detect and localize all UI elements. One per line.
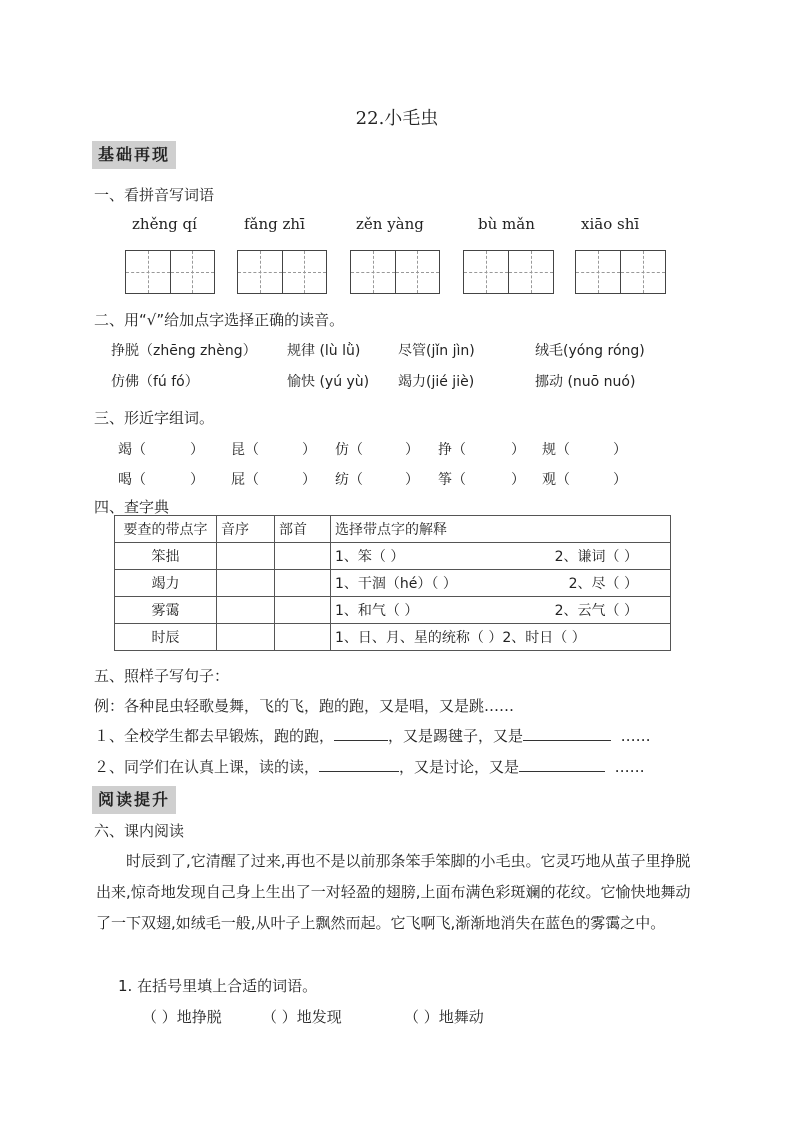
q3-r1-3-close: ） [405, 442, 419, 458]
section-banner-reading: 阅读提升 [92, 786, 176, 814]
q3-r2-3[interactable]: 纺（ [335, 472, 363, 488]
table-header-row [115, 516, 671, 543]
q3-r2-1-close: ） [190, 472, 204, 488]
table-cell-word: 雾霭 [115, 597, 217, 624]
q2-heading: 二、用“√”给加点字选择正确的读音。 [94, 311, 345, 329]
q5-example: 例：各种昆虫轻歌曼舞，飞的飞，跑的跑，又是唱，又是跳…… [94, 697, 515, 715]
table-cell-options[interactable] [331, 570, 671, 597]
table-cell-word: 竭力 [115, 570, 217, 597]
q6-heading: 六、课内阅读 [94, 822, 185, 840]
option-a[interactable]: 1、和气（ ） [335, 603, 419, 619]
q1-heading: 一、看拼音写词语 [94, 186, 215, 204]
table-cell-input[interactable] [275, 624, 331, 651]
q3-r1-1-close: ） [190, 442, 204, 458]
q2-item-4[interactable]: 绒毛(yóng róng) [535, 343, 645, 359]
fill-item-2[interactable]: （ ）地发现 [262, 1008, 342, 1026]
fill-item-1[interactable]: （ ）地挣脱 [142, 1008, 222, 1026]
q3-r2-5[interactable]: 观（ [542, 472, 570, 488]
pinyin-5: xiāo shī [581, 215, 640, 233]
blank-input[interactable] [319, 757, 399, 772]
option-a[interactable]: 1、笨（ ） [335, 549, 405, 565]
option-b[interactable]: 2、尽（ ） [568, 576, 638, 592]
q3-r1-5[interactable]: 规（ [542, 442, 570, 458]
q5-sentence-1 [94, 725, 651, 746]
writing-grid-5[interactable] [575, 250, 666, 294]
table-row [115, 570, 671, 597]
q3-heading: 三、形近字组词。 [94, 409, 215, 427]
table-header: 选择带点字的解释 [331, 516, 671, 543]
q3-r2-4-close: ） [511, 472, 525, 488]
q3-r2-3-close: ） [405, 472, 419, 488]
option-a[interactable]: 1、干涸（hé）（ ） [335, 576, 457, 592]
sentence-1-part-a: １、全校学生都去早锻炼，跑的跑， [94, 727, 335, 745]
table-cell-input[interactable] [217, 543, 275, 570]
blank-input[interactable] [519, 757, 605, 772]
table-row [115, 543, 671, 570]
option-b[interactable]: 2、云气（ ） [554, 603, 638, 619]
q5-sentence-2 [94, 756, 645, 777]
q3-r1-4[interactable]: 挣（ [438, 442, 466, 458]
q2-item-3[interactable]: 尽管(jǐn jìn) [398, 343, 475, 359]
writing-grid-2[interactable] [237, 250, 327, 294]
q3-r2-2[interactable]: 屁（ [231, 472, 259, 488]
q2-item-8[interactable]: 挪动 (nuō nuó) [535, 374, 636, 390]
table-cell-input[interactable] [275, 570, 331, 597]
pinyin-1: zhěng qí [132, 215, 197, 233]
q3-r1-1[interactable]: 竭（ [118, 442, 146, 458]
page-title: 22.小毛虫 [355, 108, 439, 129]
q2-item-2[interactable]: 规律 (lù lǜ) [287, 343, 361, 359]
table-cell-word: 时辰 [115, 624, 217, 651]
table-cell-options[interactable]: 1、日、月、星的统称（ ）2、时日（ ） [331, 624, 671, 651]
sentence-2-part-b: ，又是讨论，又是 [399, 758, 520, 776]
q3-r1-5-close: ） [613, 442, 627, 458]
writing-grid-1[interactable] [125, 250, 215, 294]
table-row [115, 624, 671, 651]
section-banner-basics: 基础再现 [92, 141, 176, 169]
blank-input[interactable] [334, 726, 388, 741]
q3-r2-5-close: ） [613, 472, 627, 488]
reading-passage: 时辰到了,它清醒了过来,再也不是以前那条笨手笨脚的小毛虫。它灵巧地从茧子里挣脱出来,惊奇地发现自己身上生出了一对轻盈的翅膀,上面布满色彩斑斓的花纹。它愉快地舞动了一下双翅,如绒毛一般,从叶子上飘然而起。它飞啊飞,渐渐地消失在蓝色的雾霭之中。 [96, 852, 691, 932]
pinyin-3: zěn yàng [356, 215, 424, 233]
q2-item-7[interactable]: 竭力(jié jiè) [398, 374, 475, 390]
table-cell-input[interactable] [275, 597, 331, 624]
q3-r2-4[interactable]: 筝（ [438, 472, 466, 488]
table-row [115, 597, 671, 624]
q6-subquestion-1: 1. 在括号里填上合适的词语。 [118, 977, 318, 995]
q2-item-6[interactable]: 愉快 (yú yù) [287, 374, 370, 390]
q4-heading: 四、查字典 [94, 498, 170, 516]
fill-item-3[interactable]: （ ）地舞动 [404, 1008, 484, 1026]
table-cell-input[interactable] [217, 570, 275, 597]
q2-item-1[interactable]: 挣脱（zhēng zhèng） [111, 343, 257, 359]
table-header: 部首 [275, 516, 331, 543]
sentence-1-ellipsis: …… [620, 727, 651, 745]
q3-r1-4-close: ） [511, 442, 525, 458]
pinyin-4: bù mǎn [478, 215, 535, 233]
table-cell-options[interactable] [331, 543, 671, 570]
q3-r2-1[interactable]: 喝（ [118, 472, 146, 488]
table-cell-options[interactable] [331, 597, 671, 624]
q3-r1-2[interactable]: 昆（ [231, 442, 259, 458]
writing-grid-4[interactable] [463, 250, 554, 294]
table-header: 音序 [217, 516, 275, 543]
table-cell-input[interactable] [217, 597, 275, 624]
q3-r2-2-close: ） [302, 472, 316, 488]
sentence-2-ellipsis: …… [614, 758, 645, 776]
q5-heading: 五、照样子写句子： [94, 667, 230, 685]
sentence-2-part-a: ２、同学们在认真上课，读的读， [94, 758, 320, 776]
pinyin-2: fǎng zhī [244, 215, 305, 233]
table-header: 要查的带点字 [115, 516, 217, 543]
q2-item-5[interactable]: 仿佛（fú fó） [111, 374, 199, 390]
writing-grid-3[interactable] [350, 250, 440, 294]
sentence-1-part-b: ，又是踢毽子，又是 [388, 727, 524, 745]
q3-r1-2-close: ） [302, 442, 316, 458]
option-b[interactable]: 2、谦词（ ） [554, 549, 638, 565]
table-cell-input[interactable] [217, 624, 275, 651]
q3-r1-3[interactable]: 仿（ [335, 442, 363, 458]
table-cell-word: 笨拙 [115, 543, 217, 570]
blank-input[interactable] [523, 726, 611, 741]
table-cell-input[interactable] [275, 543, 331, 570]
dictionary-table [114, 515, 671, 651]
